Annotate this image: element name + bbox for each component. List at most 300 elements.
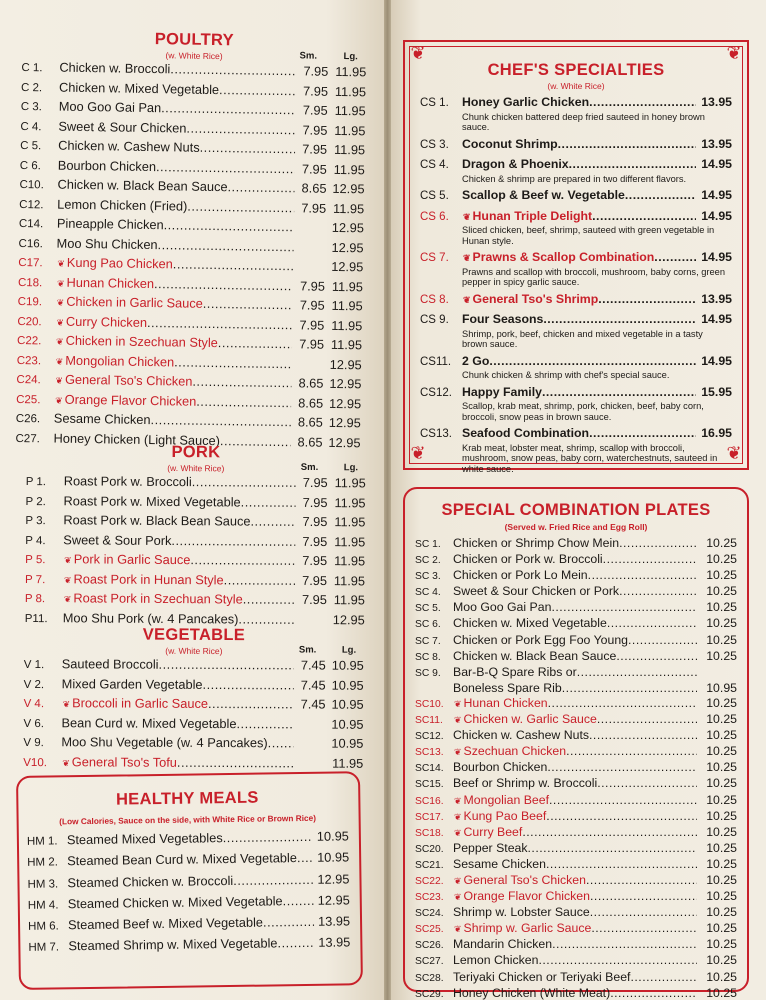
item-price: 10.25: [706, 760, 737, 775]
price-large: 10.95: [331, 716, 364, 732]
chili-pepper-icon: ❦: [55, 375, 64, 386]
combo-subtitle: (Served w. Fried Rice and Egg Roll): [504, 522, 648, 532]
healthy-list: [27, 826, 351, 958]
item-price: 14.95: [701, 312, 732, 326]
item-price: 10.25: [706, 953, 737, 968]
item-code: SC13.: [415, 747, 444, 759]
item-name: Moo Goo Gai Pan: [58, 98, 162, 116]
price-large: 12.95: [328, 434, 361, 450]
price-large: 12.95: [332, 611, 365, 627]
chili-pepper-icon: ❦: [56, 317, 65, 328]
item-name: Sweet & Sour Chicken: [58, 118, 187, 136]
menu-page-right: [391, 0, 766, 1000]
chili-pepper-icon: ❦: [463, 253, 471, 263]
item-code: V10.: [23, 756, 47, 769]
item-name: Four Seasons: [462, 312, 544, 326]
item-code: SC 2.: [415, 555, 441, 567]
dot-leader: [161, 99, 296, 119]
dot-leader: [192, 473, 296, 491]
item-code: C25.: [16, 393, 41, 406]
pork-col-large: Lg.: [343, 462, 359, 474]
dot-leader: [186, 119, 295, 138]
dot-leader: [538, 953, 697, 968]
chili-pepper-icon: ❦: [62, 699, 71, 710]
price-small: 7.95: [303, 63, 329, 79]
dot-leader: [592, 209, 696, 225]
dot-leader: [586, 873, 697, 888]
item-code: C16.: [18, 237, 44, 250]
chili-pepper-icon: ❦: [55, 356, 64, 367]
item-price: 14.95: [701, 250, 732, 264]
item-name: Steamed Bean Curd w. Mixed Vegetable: [67, 850, 298, 869]
dot-leader: [243, 591, 295, 609]
dot-leader: [616, 649, 697, 664]
item-price: 10.25: [706, 889, 737, 904]
item-name: Lemon Chicken: [453, 953, 539, 968]
item-price: 10.25: [706, 792, 737, 807]
item-description: Chicken & shrimp are prepared in two different flavors.: [462, 173, 687, 184]
dot-leader: [157, 236, 293, 256]
item-name: Bourbon Chicken: [453, 760, 548, 775]
menu-item-row: [25, 530, 365, 552]
item-name: Prawns & Scallop Combination: [472, 250, 655, 264]
vegetable-col-small: Sm.: [298, 644, 317, 656]
item-name: Hunan Chicken: [66, 274, 155, 291]
item-name: Mandarin Chicken: [453, 937, 553, 952]
price-small: [293, 270, 325, 271]
item-code: SC10.: [415, 698, 444, 710]
item-name: Bean Curd w. Mixed Vegetable: [61, 714, 237, 731]
menu-item-row: [420, 95, 732, 112]
dot-leader: [566, 744, 697, 759]
item-name: Beef or Shrimp w. Broccoli: [453, 776, 598, 791]
item-code: CS 5.: [420, 190, 449, 202]
item-name: Moo Shu Pork (w. 4 Pancakes): [62, 609, 239, 626]
item-code: SC 9.: [415, 667, 441, 679]
menu-item-row: [415, 825, 737, 841]
menu-item-row: [420, 312, 732, 329]
menu-item-row: [25, 589, 365, 611]
dot-leader: [607, 616, 697, 631]
item-name: Roast Pork w. Black Bean Sauce: [63, 512, 251, 529]
item-name: Roast Pork in Hunan Style: [73, 570, 224, 587]
price-small: [292, 368, 324, 369]
item-name: Mongolian Beef: [463, 792, 550, 807]
item-code: C23.: [16, 354, 42, 367]
price-small: 7.95: [302, 552, 328, 569]
chili-pepper-icon: ❦: [56, 278, 65, 289]
item-code: CS 9.: [420, 314, 449, 326]
item-code: CS 6.: [420, 210, 449, 223]
price-small: 7.95: [299, 277, 326, 294]
item-name: Hunan Chicken: [463, 695, 548, 710]
item-price: 10.95: [317, 849, 350, 866]
menu-item: [420, 209, 732, 247]
dot-leader: [625, 188, 696, 204]
price-large: 11.95: [334, 533, 366, 549]
menu-item-row: [415, 905, 737, 921]
item-price: 10.25: [706, 856, 737, 871]
menu-item-row: [415, 986, 737, 1000]
price-large: 11.95: [334, 83, 367, 99]
price-large: 11.95: [334, 102, 366, 119]
chili-pepper-icon: ❦: [454, 811, 462, 822]
item-name: Bourbon Chicken: [57, 157, 157, 174]
item-price: 12.95: [317, 870, 350, 887]
item-price: 10.25: [706, 648, 737, 663]
price-small: 7.95: [302, 474, 328, 491]
price-large: 11.95: [333, 200, 365, 216]
price-small: 7.95: [299, 297, 325, 313]
price-large: 12.95: [331, 219, 365, 236]
item-name: Pineapple Chicken: [56, 215, 164, 233]
price-large: 11.95: [334, 475, 366, 491]
item-name: Chicken or Pork Lo Mein: [453, 568, 588, 583]
menu-item: [420, 137, 732, 154]
item-name: Honey Chicken (Light Sauce): [53, 430, 221, 448]
item-price: 13.95: [701, 291, 732, 306]
chili-pepper-icon: ❦: [454, 827, 462, 838]
price-large: 11.95: [335, 63, 367, 80]
item-code: HM 1.: [26, 835, 58, 848]
dot-leader: [268, 734, 294, 752]
item-name: General Tso's Tofu: [71, 753, 177, 770]
poultry-list: [15, 58, 366, 453]
item-price: 13.95: [701, 95, 732, 109]
vegetable-col-large: Lg.: [341, 644, 357, 656]
price-large: 12.95: [331, 258, 364, 275]
dot-leader: [528, 841, 697, 856]
item-name: Moo Goo Gai Pan: [453, 600, 552, 615]
price-small: 7.95: [299, 336, 325, 352]
poultry-col-large: Lg.: [343, 51, 358, 63]
item-code: P 2.: [25, 495, 46, 508]
menu-item-row: [420, 292, 732, 309]
menu-item-row: [415, 584, 737, 600]
dot-leader: [224, 571, 295, 589]
dot-leader: [597, 712, 697, 727]
dot-leader: [150, 411, 291, 431]
dot-leader: [630, 970, 697, 985]
item-code: HM 3.: [27, 878, 59, 891]
price-large: 12.95: [328, 414, 361, 431]
item-price: 10.25: [706, 921, 737, 936]
dot-leader: [227, 178, 294, 197]
chili-pepper-icon: ❦: [56, 336, 64, 347]
item-code: SC18.: [415, 827, 444, 839]
menu-item-row: [415, 953, 737, 969]
chef-title: CHEF'S SPECIALTIES: [487, 61, 665, 79]
item-code: C20.: [17, 315, 42, 328]
menu-item-row: [23, 752, 363, 773]
price-small: 7.95: [301, 199, 327, 216]
item-code: C 3.: [20, 100, 42, 114]
item-price: 10.25: [706, 937, 737, 952]
healthy-title: HEALTHY MEALS: [115, 788, 259, 809]
dot-leader: [223, 827, 313, 849]
dot-leader: [562, 681, 697, 696]
menu-item-row: [420, 426, 732, 443]
price-large: 10.95: [331, 735, 364, 751]
menu-item-row: [415, 633, 737, 649]
corner-ornament-icon: ❦: [726, 443, 742, 463]
vegetable-list: [23, 655, 364, 774]
item-name: Chicken or Pork w. Broccoli: [453, 552, 603, 567]
price-small: 7.95: [302, 513, 328, 530]
item-name: Honey Garlic Chicken: [462, 95, 590, 109]
item-name: Hunan Triple Delight: [472, 208, 593, 223]
item-name: Chicken w. Mixed Vegetable: [58, 79, 220, 97]
menu-item-row: [415, 696, 737, 712]
menu-item-row: [415, 970, 737, 986]
chef-subtitle: (w. White Rice): [547, 81, 605, 91]
dot-leader: [589, 95, 696, 111]
item-name: Shrimp w. Garlic Sauce: [463, 921, 592, 936]
item-price: 15.95: [701, 384, 732, 399]
item-price: 10.25: [706, 824, 737, 839]
corner-ornament-icon: ❦: [410, 43, 426, 63]
combo-list: [415, 536, 737, 1000]
item-price: 10.25: [706, 776, 737, 791]
dot-leader: [552, 937, 697, 952]
item-name: Sesame Chicken: [53, 410, 151, 428]
item-name: Lemon Chicken (Fried): [57, 196, 188, 214]
menu-item-row: [415, 568, 737, 584]
item-code: C 4.: [20, 120, 42, 133]
item-description: Chunk chicken battered deep fried sauteed in honey brown sauce.: [462, 111, 705, 132]
menu-item-row: [415, 793, 737, 809]
item-price: 10.25: [706, 600, 737, 615]
item-description: Prawns and scallop with broccoli, mushroom, baby corns, green pepper in spicy garlic sauce.: [462, 266, 726, 287]
menu-item-row: [415, 760, 737, 776]
item-code: SC27.: [415, 956, 444, 968]
item-price: 10.25: [706, 712, 737, 727]
item-code: SC29.: [415, 988, 444, 1000]
price-large: 12.95: [329, 356, 362, 372]
item-price: 10.25: [706, 969, 737, 984]
item-name: Happy Family: [462, 384, 542, 399]
item-code: SC12.: [415, 731, 444, 743]
menu-item-row: [415, 552, 737, 568]
item-code: HM 4.: [27, 899, 59, 912]
pork-col-small: Sm.: [300, 461, 319, 474]
item-name: Mixed Garden Vegetable: [61, 675, 203, 692]
item-name: Chicken or Shrimp Chow Mein: [453, 536, 620, 550]
item-price: 16.95: [701, 426, 732, 440]
item-price: 10.25: [706, 728, 737, 743]
menu-item-row: [415, 841, 737, 857]
pork-section: [25, 442, 366, 630]
menu-item-row: [415, 665, 737, 681]
item-price: 14.95: [701, 208, 732, 223]
item-name: Sweet & Sour Pork: [63, 531, 172, 548]
item-code: SC15.: [415, 779, 444, 791]
item-name: Chicken in Garlic Sauce: [66, 293, 203, 311]
chili-pepper-icon: ❦: [454, 892, 462, 903]
price-large: 10.95: [331, 677, 364, 693]
menu-item-row: [415, 889, 737, 905]
dot-leader: [192, 373, 291, 392]
dot-leader: [590, 905, 697, 920]
item-code: CS11.: [420, 355, 452, 368]
item-price: 14.95: [701, 188, 732, 202]
vegetable-title: VEGETABLE: [142, 625, 246, 645]
menu-item-row: [415, 728, 737, 744]
item-name: Dragon & Phoenix: [462, 157, 569, 171]
price-large: 11.95: [333, 141, 366, 158]
item-name: Sweet & Sour Chicken or Pork: [453, 584, 620, 599]
item-code: C10.: [19, 178, 44, 192]
chili-pepper-icon: ❦: [454, 698, 462, 709]
chili-pepper-icon: ❦: [463, 211, 471, 222]
item-name: Scallop & Beef w. Vegetable: [462, 188, 625, 202]
item-code: C 2.: [20, 81, 43, 94]
menu-item-row: [28, 933, 350, 959]
chili-pepper-icon: ❦: [454, 747, 462, 758]
item-name: Teriyaki Chicken or Teriyaki Beef: [453, 969, 631, 984]
dot-leader: [156, 158, 295, 178]
price-small: 7.95: [303, 82, 329, 99]
item-code: HM 7.: [28, 941, 60, 955]
item-name: Kung Pao Chicken: [66, 254, 173, 272]
corner-ornament-icon: ❦: [726, 43, 742, 63]
menu-item: [420, 312, 732, 350]
item-code: P 8.: [24, 592, 46, 606]
item-code: P11.: [24, 612, 48, 625]
menu-item-row: [26, 491, 366, 513]
item-name: Sauteed Broccoli: [61, 656, 159, 672]
chili-pepper-icon: ❦: [56, 297, 65, 308]
poultry-title: POULTRY: [154, 30, 235, 50]
price-small: 8.65: [297, 433, 323, 450]
price-small: 7.95: [301, 160, 327, 177]
item-code: P 7.: [24, 573, 46, 586]
dot-leader: [489, 354, 696, 370]
item-price: 10.25: [706, 840, 737, 855]
menu-item-row: [420, 157, 732, 174]
corner-ornament-icon: ❦: [410, 443, 426, 463]
chili-pepper-icon: ❦: [454, 875, 462, 886]
item-code: SC 1.: [415, 539, 441, 550]
item-code: SC23.: [415, 892, 444, 904]
item-code: HM 2.: [27, 856, 58, 870]
item-code: C19.: [17, 295, 43, 309]
item-name: Steamed Chicken w. Mixed Vegetable: [67, 893, 283, 912]
menu-item-row: [420, 137, 732, 154]
dot-leader: [548, 696, 697, 711]
item-code: CS12.: [420, 386, 452, 399]
dot-leader: [173, 255, 294, 274]
price-large: 11.95: [331, 297, 363, 314]
chefs-specialties-inner-frame: [409, 43, 743, 474]
dot-leader: [200, 139, 296, 158]
item-name: Chicken w. Black Bean Sauce: [453, 648, 617, 663]
chili-pepper-icon: ❦: [57, 258, 65, 269]
price-small: 7.95: [302, 141, 328, 157]
dot-leader: [546, 857, 697, 872]
dot-leader: [597, 776, 697, 791]
item-code: SC16.: [415, 795, 444, 807]
item-code: C22.: [16, 334, 42, 348]
price-large: 10.95: [331, 696, 364, 712]
price-small: 7.95: [302, 121, 328, 138]
item-name: Steamed Chicken w. Broccoli: [67, 872, 234, 890]
dot-leader: [233, 869, 314, 890]
chili-pepper-icon: ❦: [64, 555, 72, 566]
price-small: [294, 231, 326, 232]
price-small: 8.65: [297, 414, 323, 430]
price-small: 8.65: [298, 394, 324, 411]
menu-item: [420, 385, 732, 423]
price-large: 11.95: [332, 755, 364, 771]
price-small: 7.95: [302, 533, 328, 549]
price-small: 7.45: [300, 696, 326, 712]
dot-leader: [589, 728, 697, 743]
menu-item-row: [26, 472, 366, 494]
menu-item: [420, 292, 732, 309]
price-small: 7.45: [300, 657, 326, 673]
dot-leader: [236, 715, 293, 733]
item-code: SC14.: [415, 763, 444, 775]
item-description: Chunk chicken & shrimp with chef's special sauce.: [462, 370, 670, 380]
menu-item-row: [415, 873, 737, 889]
item-name: Chicken w. Cashew Nuts: [58, 137, 200, 155]
dot-leader: [282, 891, 313, 912]
item-code: SC 7.: [415, 635, 441, 647]
dot-leader: [219, 81, 296, 100]
poultry-section: [15, 28, 367, 453]
item-name: Seafood Combination: [462, 426, 590, 440]
item-code: V 9.: [23, 736, 44, 750]
item-code: SC17.: [415, 811, 444, 823]
menu-item-row: [415, 616, 737, 632]
item-code: C 5.: [20, 139, 42, 153]
menu-item-row: [25, 550, 365, 572]
price-large: 11.95: [333, 161, 365, 177]
dot-leader: [158, 656, 293, 674]
menu-item-row: [24, 655, 364, 676]
menu-item-row: [420, 209, 732, 226]
chili-pepper-icon: ❦: [55, 395, 63, 406]
dot-leader: [591, 921, 697, 936]
price-large: 12.95: [329, 375, 362, 392]
pork-subtitle: (w. White Rice): [167, 462, 225, 474]
vegetable-subtitle: (w. White Rice): [165, 645, 223, 657]
item-name: Moo Shu Chicken: [56, 235, 158, 252]
price-large: 11.95: [334, 514, 366, 530]
chili-pepper-icon: ❦: [454, 924, 462, 935]
item-price: 10.25: [706, 632, 737, 647]
item-code: P 5.: [25, 553, 46, 567]
item-name: Szechuan Chicken: [463, 744, 567, 759]
menu-item: [420, 426, 732, 474]
item-name: General Tso's Chicken: [64, 371, 193, 389]
item-code: SC22.: [415, 875, 444, 887]
item-description: Krab meat, lobster meat, shrimp, scallop with broccoli, mushroom, snow peas, baby corn, waterchestnuts, sauteed in white sauce.: [462, 442, 718, 474]
item-name: Chicken w. Mixed Vegetable: [453, 616, 607, 631]
chili-pepper-icon: ❦: [463, 294, 471, 305]
item-code: CS 7.: [420, 252, 449, 264]
dot-leader: [522, 825, 697, 840]
menu-item-row: [25, 569, 365, 591]
item-name: Mongolian Chicken: [65, 352, 175, 369]
special-combination-box: [403, 487, 749, 1000]
price-large: 11.95: [331, 278, 364, 294]
menu-item-row: [415, 536, 737, 552]
item-name: Orange Flavor Chicken: [64, 391, 197, 409]
dot-leader: [588, 568, 697, 583]
item-code: P 3.: [25, 514, 46, 528]
